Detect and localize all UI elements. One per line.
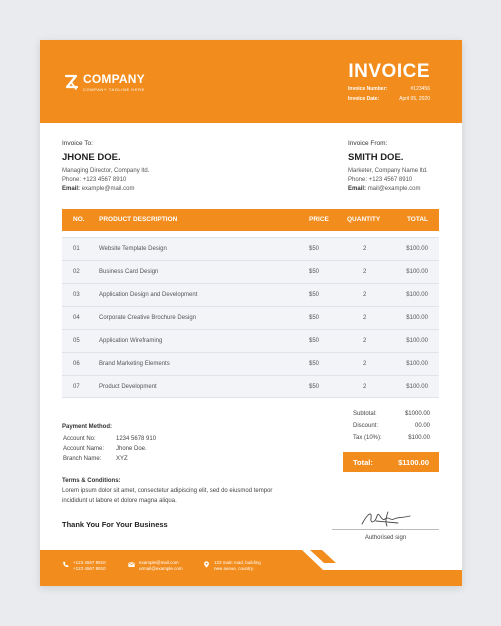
invoice-to-email-label: Email: [62,186,81,192]
discount-label: Discount: [353,423,379,429]
row-price: $50 [309,384,320,390]
signature-label: Authorised sign [364,535,407,541]
footer-phone [62,560,106,572]
invoice-footer [40,550,462,586]
footer-email [128,560,183,572]
invoice-from-email-label: Email: [348,186,367,192]
terms-text: Lorem ipsum dolor sit amet, consectetur adipiscing elit, sed do eiusmod tempor incididunt ut labore et dolore magna aliqua. [62,488,273,504]
account-name: Jhone Doe. [116,446,147,452]
invoice-summary [353,411,430,447]
row-description: Corporate Creative Brochure Design [99,315,197,321]
row-quantity: 2 [363,292,367,298]
invoice-date-label: Invoice Date: [348,96,380,102]
table-row [62,283,439,306]
row-quantity: 2 [363,361,367,367]
footer-phone-2: +123 4567 8910 [73,566,106,571]
table-row [62,306,439,329]
company-logo-icon [64,74,79,91]
row-quantity: 2 [363,269,367,275]
header-total: TOTAL [406,216,428,223]
invoice-to-phone-label: Phone: [62,177,82,183]
header-description: PRODUCT DESCRIPTION [99,216,178,223]
invoice-from-role: Marketer, Company Name ltd. [348,168,428,174]
discount-value: 00.00 [414,423,430,429]
row-no: 06 [73,361,80,367]
invoice-from-phone-label: Phone: [348,177,368,183]
row-no: 04 [73,315,80,321]
signature-line [332,529,439,530]
invoice-to-name: JHONE DOE. [62,152,121,163]
invoice-page [40,40,462,586]
invoice-to-email: example@mail.com [81,186,135,192]
invoice-from-name: SMITH DOE. [348,152,404,163]
row-total: $100.00 [406,384,428,390]
subtotal-value: $1000.00 [404,411,430,417]
payment-method-title: Payment Method: [62,424,113,430]
row-price: $50 [309,292,320,298]
row-total: $100.00 [406,361,428,367]
row-price: $50 [309,269,320,275]
row-quantity: 2 [363,246,367,252]
invoice-header [40,40,462,123]
table-row [62,237,439,260]
row-description: Product Development [99,384,157,390]
table-row [62,375,439,398]
row-price: $50 [309,338,320,344]
row-description: Application Design and Development [99,292,198,298]
invoice-meta [348,86,430,106]
total-label: Total: [353,458,373,467]
invoice-to-label: Invoice To: [62,140,93,147]
row-no: 03 [73,292,80,298]
payment-method [62,422,156,464]
row-price: $50 [309,246,320,252]
footer-address [203,560,261,572]
row-quantity: 2 [363,315,367,321]
company-logo [64,73,145,92]
row-no: 01 [73,246,80,252]
row-total: $100.00 [406,315,428,321]
row-no: 05 [73,338,80,344]
row-quantity: 2 [363,384,367,390]
terms-conditions [62,476,282,506]
header-quantity: QUANTITY [347,216,381,223]
footer-address-1: 123 main road, building [214,560,261,565]
invoice-title: INVOICE [348,61,430,82]
company-tagline: COMPANY TAGLINE HERE [83,87,145,92]
subtotal-label: Subtotal: [353,411,377,417]
row-quantity: 2 [363,338,367,344]
terms-title: Terms & Conditions: [62,478,121,484]
row-total: $100.00 [406,292,428,298]
footer-address-2: new aveue, country. [214,566,254,571]
signature-icon [358,507,420,529]
footer-email-2: urmail@example.com [139,566,183,571]
total-box [343,452,439,472]
invoice-to-role: Managing Director, Company ltd. [62,168,150,174]
row-description: Website Template Design [99,246,167,252]
row-price: $50 [309,361,320,367]
row-total: $100.00 [406,246,428,252]
total-value: $1100.00 [398,458,429,467]
branch-name-label: Branch Name: [63,456,102,462]
footer-phone-1: +123 4567 8910 [73,560,106,565]
account-name-label: Account Name: [63,446,105,452]
items-table-header [62,209,439,231]
email-icon [128,561,135,568]
invoice-from-label: Invoice From: [348,140,388,147]
row-total: $100.00 [406,338,428,344]
phone-icon [62,561,69,568]
table-row [62,329,439,352]
invoice-date: April 05, 2020 [399,96,430,102]
thank-you-note: Thank You For Your Business [62,520,168,529]
row-price: $50 [309,315,320,321]
row-no: 07 [73,384,80,390]
tax-label: Tax (10%): [353,435,382,441]
invoice-from-phone: +123 4567 8910 [368,177,413,183]
header-no: NO. [73,216,85,223]
table-row [62,260,439,283]
header-price: PRICE [309,216,329,223]
tax-value: $100.00 [408,435,430,441]
invoice-number-label: Invoice Number: [348,86,388,92]
invoice-to [62,139,149,194]
company-name: COMPANY [83,72,145,86]
row-description: Business Card Design [99,269,159,275]
invoice-from-email: mail@example.com [367,186,421,192]
location-pin-icon [203,561,210,568]
branch-name: XYZ [116,456,128,462]
invoice-number: #123456 [410,86,430,92]
invoice-from [348,139,428,194]
row-total: $100.00 [406,269,428,275]
row-description: Brand Marketing Elements [99,361,170,367]
row-description: Application Wireframing [99,338,163,344]
footer-email-1: example@mail.com [139,560,179,565]
table-row [62,352,439,375]
row-no: 02 [73,269,80,275]
account-no-label: Account No: [63,436,96,442]
account-no: 1234 5678 910 [116,436,157,442]
invoice-to-phone: +123 4567 8910 [82,177,127,183]
